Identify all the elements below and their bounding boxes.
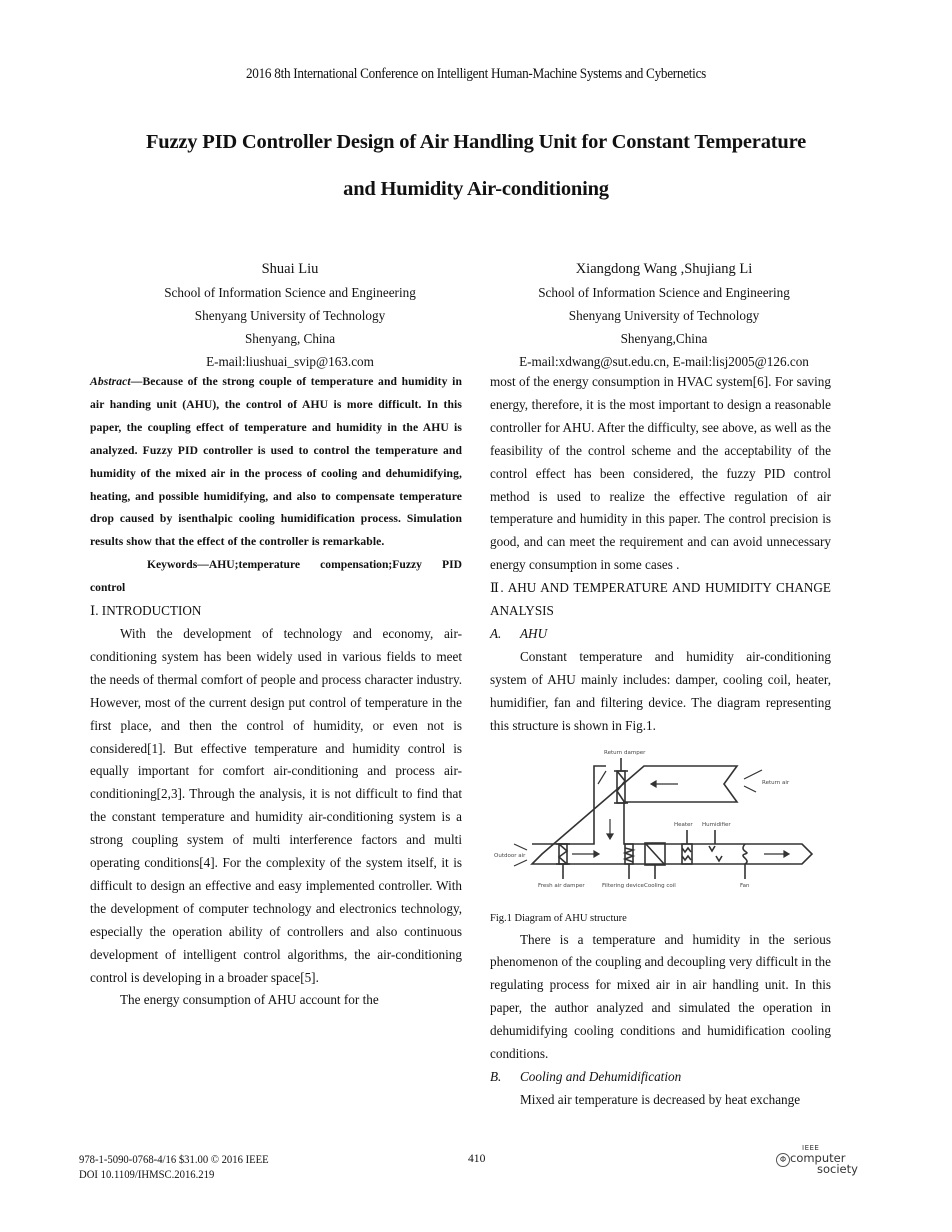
logo-text-computer: computer — [790, 1151, 846, 1165]
author-location: Shenyang, China — [244, 331, 336, 346]
fig1-ahu-diagram — [490, 744, 831, 909]
subsection-heading-b — [490, 1066, 831, 1089]
subsection-title: AHU — [520, 625, 548, 641]
outdoor-air-arrow — [514, 860, 527, 866]
subsection-number: B. — [490, 1068, 502, 1084]
outdoor-air-arrow — [514, 844, 527, 850]
section-heading-2: Ⅱ. AHU AND TEMPERATURE AND HUMIDITY CHANGE ANALYSIS — [490, 580, 831, 619]
author-email[interactable]: E-mail:xdwang@sut.edu.cn, E-mail:lisj2005@126.con — [519, 354, 809, 369]
footer-doi[interactable]: DOI 10.1109/IHMSC.2016.219 — [79, 1168, 215, 1181]
section-heading-introduction: Ⅰ. INTRODUCTION — [90, 603, 202, 619]
left-column — [90, 371, 462, 1012]
author-block-2 — [474, 258, 854, 373]
airflow-arrow — [598, 771, 606, 784]
ieee-logo-icon: Φ — [776, 1153, 790, 1167]
label-return-damper: Return damper — [604, 749, 646, 756]
author-name: Shuai Liu — [261, 261, 319, 277]
author-university: Shenyang University of Technology — [568, 308, 760, 323]
page-number: 410 — [468, 1152, 486, 1165]
paper-title-line-1: Fuzzy PID Controller Design of Air Handling Unit for Constant Temperature — [145, 131, 807, 153]
footer-isbn: 978-1-5090-0768-4/16 $31.00 © 2016 IEEE — [79, 1153, 269, 1166]
intro-paragraph-2-start: The energy consumption of AHU account for the — [120, 992, 379, 1008]
abstract-text: —Because of the strong couple of temperature and humidity in air handing unit (AHU), the control of AHU is more difficult. In this paper, the coupling effect of temperature and humidity in the AHU is analyzed. Fuzzy PID controller is used to control the temperature and humidity of the mixed air in the process of cooling and dehumidifying, heating, and possible humidifying, and also to compensate temperature drop caused by isenthalpic cooling humidification process. Simulation results show that the effect of the controller is remarkable. — [90, 375, 462, 549]
keywords: Keywords—AHU;temperature compensation;Fuzzy PID control — [90, 558, 462, 595]
subsection-title: Cooling and Dehumidification — [520, 1068, 682, 1084]
label-cooling-coil: Cooling coil — [644, 882, 676, 889]
label-return-air: Return air — [762, 779, 790, 786]
author-email[interactable]: E-mail:liushuai_svip@163.com — [206, 354, 374, 369]
footer-copyright — [79, 1152, 269, 1182]
abstract-label: Abstract — [90, 375, 131, 388]
conference-header: 2016 8th International Conference on Intelligent Human-Machine Systems and Cybernetics — [245, 66, 707, 82]
label-fan: Fan — [740, 882, 750, 889]
fig1-caption: Fig.1 Diagram of AHU structure — [490, 912, 627, 924]
author-name: Xiangdong Wang ,Shujiang Li — [575, 261, 753, 277]
intro-paragraph-2-continued: most of the energy consumption in HVAC system[6]. For saving energy, therefore, it is the most important to design a reasonable controller for AHU. After the difficulty, see above, as well as the feasibility of the control scheme and the acceptability of the control effect has been considered, the fuzzy PID control method is used to realize the effective regulation of air temperature and humidity in this paper. The control precision is good, and can meet the requirement and can avoid unnecessary energy consumption in some cases . — [490, 374, 831, 573]
duct-upper-left-wall — [532, 766, 606, 844]
return-air-arrow — [744, 786, 756, 792]
paper-title-line-2: and Humidity Air-conditioning — [343, 178, 609, 200]
right-column — [490, 371, 831, 1112]
intro-paragraph-1: With the development of technology and economy, air-conditioning system has been widely used in various fields to meet the needs of thermal comfort of people and process character industry. However, most of the current design put control of temperature in the first place, and then the control of humidity, or even not is considered[1]. But effective temperature and humidity control is equally important for comfort air-conditioning and process air-conditioning[2,3]. Through the analysis, it is not difficult to find that the constant temperature and humidity air-conditioning system is a strong coupling system of multi interference factors and multi operating conditions[4]. For the complexity of the system itself, it is difficult to design an effective and easy implemented controller. With the development of computer technology and electronics technology, especially the operation ability of controllers and also continuous development of intelligent control algorithms, the air-conditioning control is developing in a broader space[5]. — [90, 625, 462, 985]
author-block-1 — [100, 258, 480, 373]
logo-text-ieee: IEEE — [802, 1144, 820, 1152]
section-a-paragraph-1: Constant temperature and humidity air-conditioning system of AHU mainly includes: damper, cooling coil, heater, humidifier, fan and filtering device. The diagram representing this structure is shown in Fig.1. — [490, 648, 831, 733]
logo-text-society: society — [817, 1162, 858, 1176]
label-outdoor-air: Outdoor air — [494, 852, 526, 859]
return-air-arrow — [744, 770, 762, 779]
damper-hatch — [559, 844, 567, 864]
label-filter: Filtering device — [602, 882, 644, 889]
section-b-paragraph-1: Mixed air temperature is decreased by heat exchange — [520, 1091, 801, 1107]
ieee-computer-society-logo — [776, 1144, 866, 1178]
section-a-paragraph-2: There is a temperature and humidity in the serious phenomenon of the coupling and decoupling very difficult in the regulating process for mixed air in air handling unit. In this paper, the author analyzed and simulated the operation in dehumidifying cooling conditions and humidification cooling conditions. — [490, 931, 831, 1062]
fan-icon — [743, 844, 747, 864]
label-humidifier: Humidifier — [702, 821, 731, 828]
abstract — [90, 371, 462, 554]
ahu-structure-diagram — [494, 744, 824, 904]
author-department: School of Information Science and Engineering — [164, 285, 416, 300]
subsection-number: A. — [490, 625, 502, 641]
subsection-heading-a — [490, 623, 831, 646]
label-heater: Heater — [674, 821, 693, 828]
author-department: School of Information Science and Engineering — [538, 285, 790, 300]
label-fresh-air-damper: Fresh air damper — [538, 882, 585, 889]
heater-icon — [682, 844, 692, 864]
author-location: Shenyang,China — [620, 331, 708, 346]
humidifier-icon — [709, 846, 722, 861]
author-university: Shenyang University of Technology — [194, 308, 386, 323]
